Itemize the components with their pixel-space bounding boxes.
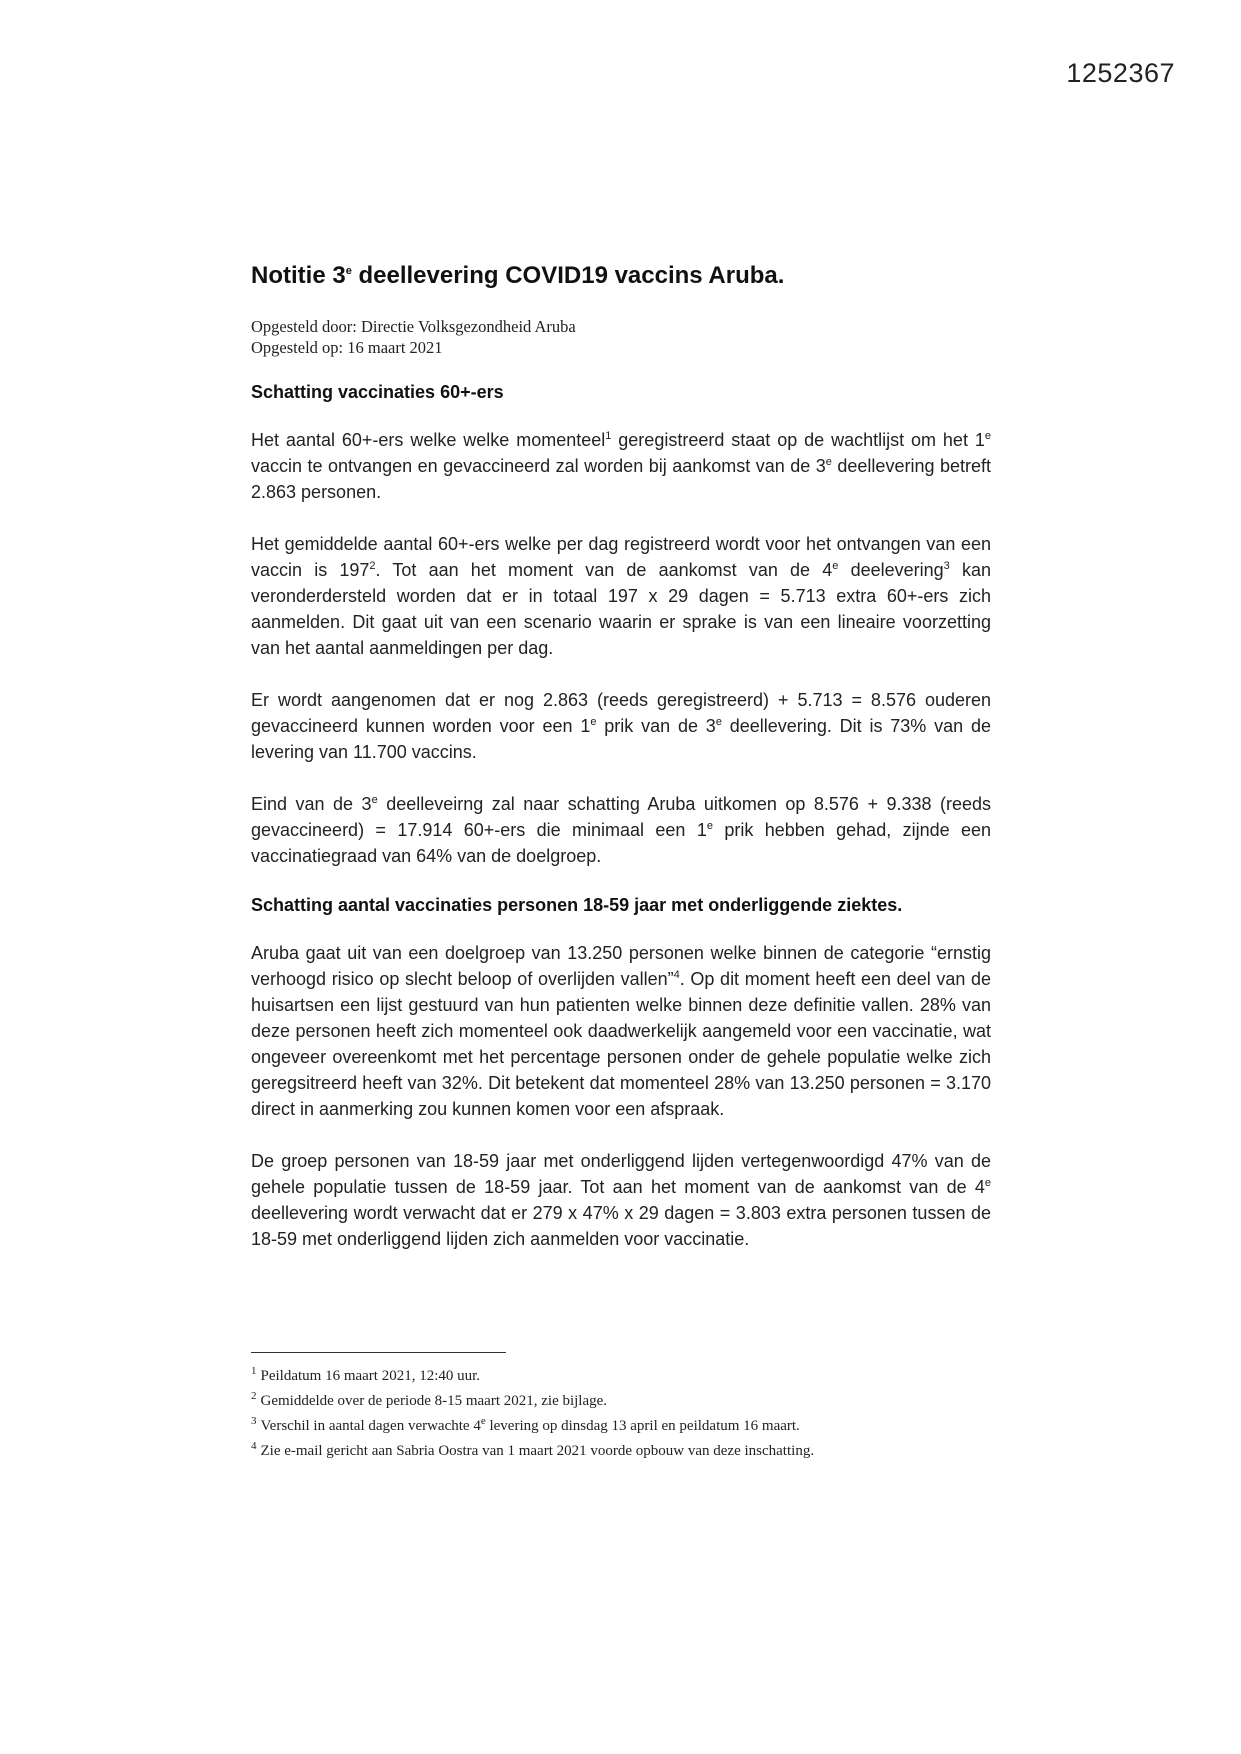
footnote-divider (251, 1352, 506, 1353)
footnote-3 (251, 1414, 1011, 1439)
text-run: kan veronderdersteld worden dat er in totaal 197 x 29 dagen = 5.713 extra 60+-ers zich aanmelden. Dit gaat uit van een scenario waarin er sprake is van een lineaire voorzetting van het aantal aanmeldingen per dag. (251, 560, 991, 658)
footnote-text: levering op dinsdag 13 april en peildatum 16 maart. (485, 1418, 800, 1434)
paragraph-60plus-end (251, 791, 991, 869)
footnotes (251, 1364, 1011, 1464)
text-run: . Op dit moment heeft een deel van de huisartsen een lijst gestuurd van hun patienten welke binnen deze definitie vallen. 28% van deze personen heeft zich momenteel ook daadwerkelijk aangemeld voor een vaccinatie, wat ongeveer overeenkomt met het percentage personen onder de gehele populatie welke zich geregsitreerd heeft van 32%. Dit betekent dat momenteel 28% van 13.250 personen = 3.170 direct in aanmerking zou kunnen komen voor een afspraak. (251, 969, 991, 1119)
footnote-ref: 3 (943, 560, 950, 572)
superscript: e (590, 716, 597, 728)
superscript: e (480, 1415, 486, 1427)
title-text-1: Notitie 3 (251, 262, 346, 289)
footnote-1 (251, 1364, 1011, 1389)
document-meta (251, 316, 991, 358)
document-body (251, 262, 991, 1278)
author-line: Opgesteld door: Directie Volksgezondheid Aruba (251, 317, 576, 336)
document-number: 1252367 (1066, 58, 1175, 88)
text-run: vaccin te ontvangen en gevaccineerd zal worden bij aankomst van de 3 (251, 456, 826, 476)
footnote-marker: 2 (251, 1390, 257, 1402)
superscript: e (371, 794, 378, 806)
text-run: Eind van de 3 (251, 794, 372, 814)
date-line: Opgesteld op: 16 maart 2021 (251, 338, 443, 357)
superscript: e (984, 1177, 991, 1189)
footnote-ref: 1 (605, 430, 612, 442)
footnote-4 (251, 1439, 1011, 1464)
title-text-2: deellevering COVID19 vaccins Aruba. (351, 262, 785, 289)
text-run: deelevering (838, 560, 944, 580)
text-run: prik hebben gehad, zijnde een vaccinatiegraad van 64% van de doelgroep. (251, 820, 992, 866)
footnote-text: Verschil in aantal dagen verwachte 4 (260, 1418, 481, 1434)
paragraph-18-59-group (251, 1148, 991, 1252)
text-run: prik van de 3 (596, 716, 716, 736)
paragraph-60plus-average (251, 531, 991, 661)
footnote-text: Peildatum 16 maart 2021, 12:40 uur. (260, 1368, 481, 1384)
text-run: Het aantal 60+-ers welke welke momenteel (251, 430, 606, 450)
footnote-ref: 4 (673, 969, 680, 981)
footnote-marker: 4 (251, 1440, 257, 1452)
section-heading-60plus: Schatting vaccinaties 60+-ers (251, 382, 504, 402)
section-heading-18-59: Schatting aantal vaccinaties personen 18-59 jaar met onderliggende ziektes. (251, 895, 903, 915)
paragraph-60plus-registered (251, 427, 991, 505)
text-run: De groep personen van 18-59 jaar met onderliggend lijden vertegenwoordigd 47% van de gehele populatie tussen de 18-59 jaar. Tot aan het moment van de aankomst van de 4 (251, 1151, 991, 1197)
paragraph-18-59-target (251, 940, 991, 1122)
text-run: geregistreerd staat op de wachtlijst om het 1 (611, 430, 985, 450)
text-run: deellevering. Dit is 73% van de levering van 11.700 vaccins. (251, 716, 992, 762)
document-title (251, 262, 991, 290)
superscript: e (706, 820, 713, 832)
superscript: e (715, 716, 722, 728)
text-run: deelleveirng zal naar schatting Aruba uitkomen op 8.576 + 9.338 (reeds gevaccineerd) = 17.914 60+-ers die minimaal een 1 (251, 794, 992, 840)
superscript: e (825, 456, 832, 468)
text-run: Aruba gaat uit van een doelgroep van 13.250 personen welke binnen de categorie “ernstig verhoogd risico op slecht beloop of overlijden vallen” (251, 943, 991, 989)
text-run: deellevering wordt verwacht dat er 279 x 47% x 29 dagen = 3.803 extra personen tussen de 18-59 met onderliggend lijden zich aanmelden voor vaccinatie. (251, 1203, 991, 1249)
text-run: . Tot aan het moment van de aankomst van de 4 (375, 560, 833, 580)
footnote-2 (251, 1389, 1011, 1414)
title-superscript: e (345, 265, 352, 277)
superscript: e (984, 430, 991, 442)
footnote-text: Gemiddelde over de periode 8-15 maart 2021, zie bijlage. (260, 1393, 608, 1409)
text-run: Het gemiddelde aantal 60+-ers welke per dag registreerd wordt voor het ontvangen van een vaccin is 197 (251, 534, 991, 580)
paragraph-60plus-estimate (251, 687, 991, 765)
superscript: e (832, 560, 839, 572)
footnote-text: Zie e-mail gericht aan Sabria Oostra van 1 maart 2021 voorde opbouw van deze inschatting. (260, 1443, 815, 1459)
text-run: Er wordt aangenomen dat er nog 2.863 (reeds geregistreerd) + 5.713 = 8.576 ouderen gevaccineerd kunnen worden voor een 1 (251, 690, 991, 736)
footnote-ref: 2 (369, 560, 376, 572)
footnote-marker: 1 (251, 1365, 257, 1377)
text-run: deellevering betreft 2.863 personen. (251, 456, 991, 502)
footnote-marker: 3 (251, 1415, 257, 1427)
